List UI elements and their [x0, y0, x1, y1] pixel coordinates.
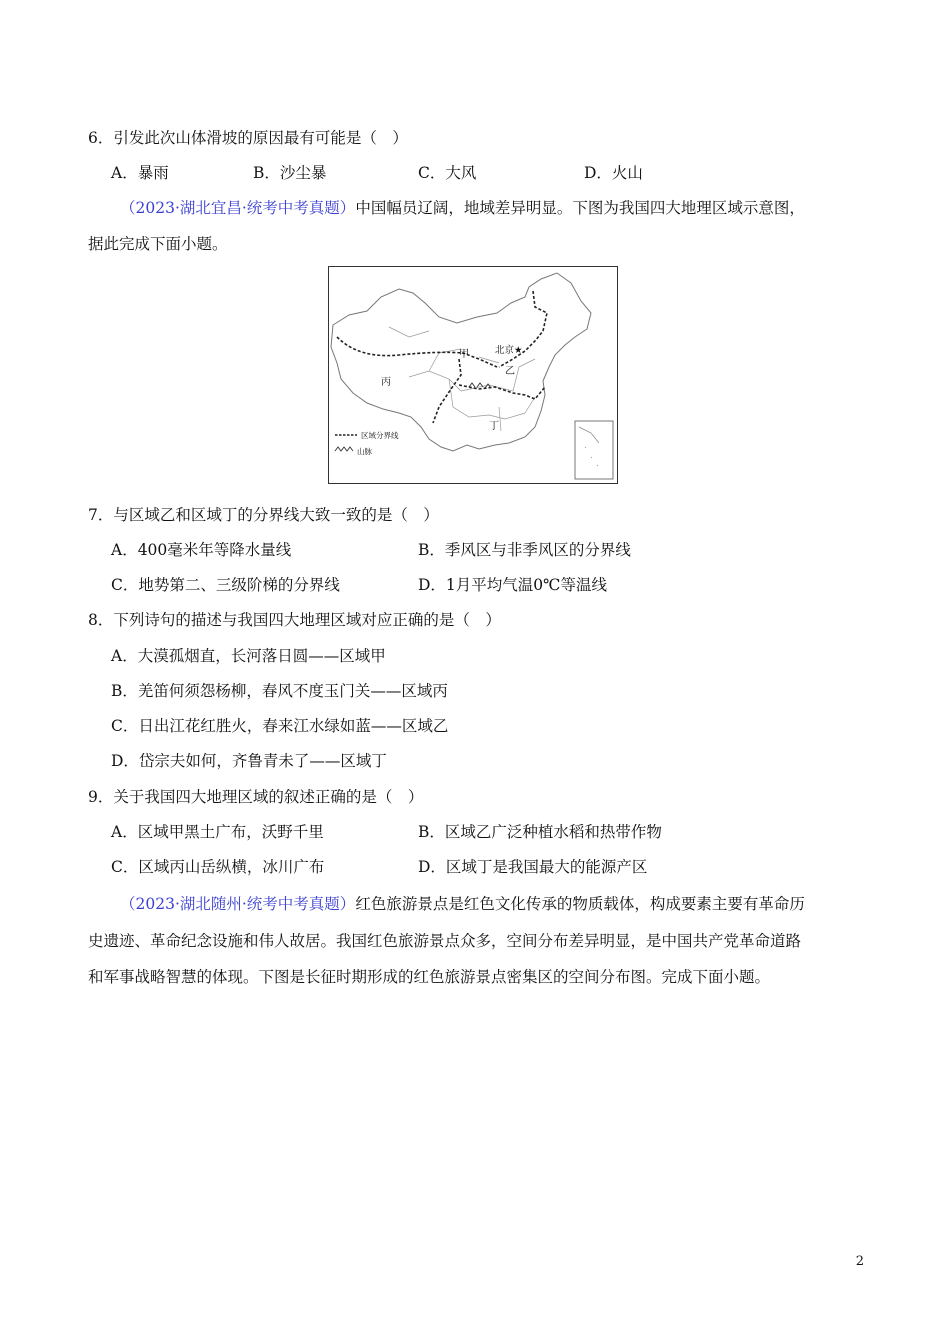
page-number: 2: [855, 1254, 864, 1269]
passage-2-text: 红色旅游景点是红色文化传承的物质载体，构成要素主要有革命历: [355, 895, 805, 913]
question-7-stem: 7．与区域乙和区域丁的分界线大致一致的是（ ）: [88, 506, 439, 524]
passage-2-source: （2023·湖北随州·统考中考真题）: [120, 895, 356, 913]
q8-option-b: B．羌笛何须怨杨柳，春风不度玉门关——区域丙: [111, 682, 448, 700]
passage-2-line-2: 史遗迹、革命纪念设施和伟人故居。我国红色旅游景点众多，空间分布差异明显，是中国共产党革命道路: [88, 932, 802, 950]
q7-option-c: C．地势第二、三级阶梯的分界线: [111, 576, 340, 594]
q7-option-b: B．季风区与非季风区的分界线: [418, 541, 631, 559]
q8-option-d: D．岱宗夫如何，齐鲁青未了——区域丁: [111, 752, 387, 770]
china-regions-map: [328, 266, 618, 484]
boundary-north-south: [337, 337, 497, 367]
legend-mountain-label: 山脉: [357, 447, 372, 456]
q8-option-a: A．大漠孤烟直，长河落日圆——区域甲: [111, 647, 386, 665]
boundary-west: [433, 359, 461, 423]
label-yi: 乙: [505, 366, 515, 377]
q9-option-c: C．区域丙山岳纵横，冰川广布: [111, 858, 325, 876]
q9-option-d: D．区域丁是我国最大的能源产区: [418, 858, 648, 876]
south-china-sea-inset: [575, 421, 613, 479]
passage-1-source: （2023·湖北宜昌·统考中考真题）: [120, 199, 356, 217]
q6-option-a: A．暴雨: [111, 164, 169, 182]
q6-option-b: B．沙尘暴: [253, 164, 327, 182]
passage-1-line-2: 据此完成下面小题。: [88, 235, 228, 253]
question-8-stem: 8．下列诗句的描述与我国四大地理区域对应正确的是（ ）: [88, 611, 501, 629]
q6-option-c: C．大风: [418, 164, 477, 182]
q7-option-d: D．1月平均气温0℃等温线: [418, 576, 607, 594]
q8-option-c: C．日出江花红胜火，春来江水绿如蓝——区域乙: [111, 717, 449, 735]
passage-1-line-1: [120, 197, 805, 219]
passage-1-text: 中国幅员辽阔，地域差异明显。下图为我国四大地理区域示意图，: [355, 199, 805, 217]
q9-option-b: B．区域乙广泛种植水稻和热带作物: [418, 823, 662, 841]
china-outline: [331, 273, 591, 451]
passage-2-line-3: 和军事战略智慧的体现。下图是长征时期形成的红色旅游景点密集区的空间分布图。完成下面小题。: [88, 968, 771, 986]
q9-option-a: A．区域甲黑土广布，沃野千里: [111, 823, 324, 841]
province-lines: [389, 327, 535, 431]
china-map-graphic: [329, 267, 617, 483]
question-6-stem: 6．引发此次山体滑坡的原因最有可能是（ ）: [88, 129, 408, 147]
passage-2-line-1: [120, 893, 805, 915]
label-beijing: 北京★: [495, 345, 523, 356]
label-bing: 丙: [381, 377, 391, 388]
legend-mountain-mark: [335, 447, 353, 451]
label-jia: 甲: [459, 349, 469, 360]
label-ding: 丁: [489, 421, 499, 432]
q7-option-a: A．400毫米年等降水量线: [111, 541, 292, 559]
q6-option-d: D．火山: [584, 164, 643, 182]
legend-boundary-label: 区域分界线: [361, 431, 399, 440]
boundary-qinling: [459, 385, 545, 399]
question-9-stem: 9．关于我国四大地理区域的叙述正确的是（ ）: [88, 788, 424, 806]
inset-coast: [579, 427, 599, 466]
